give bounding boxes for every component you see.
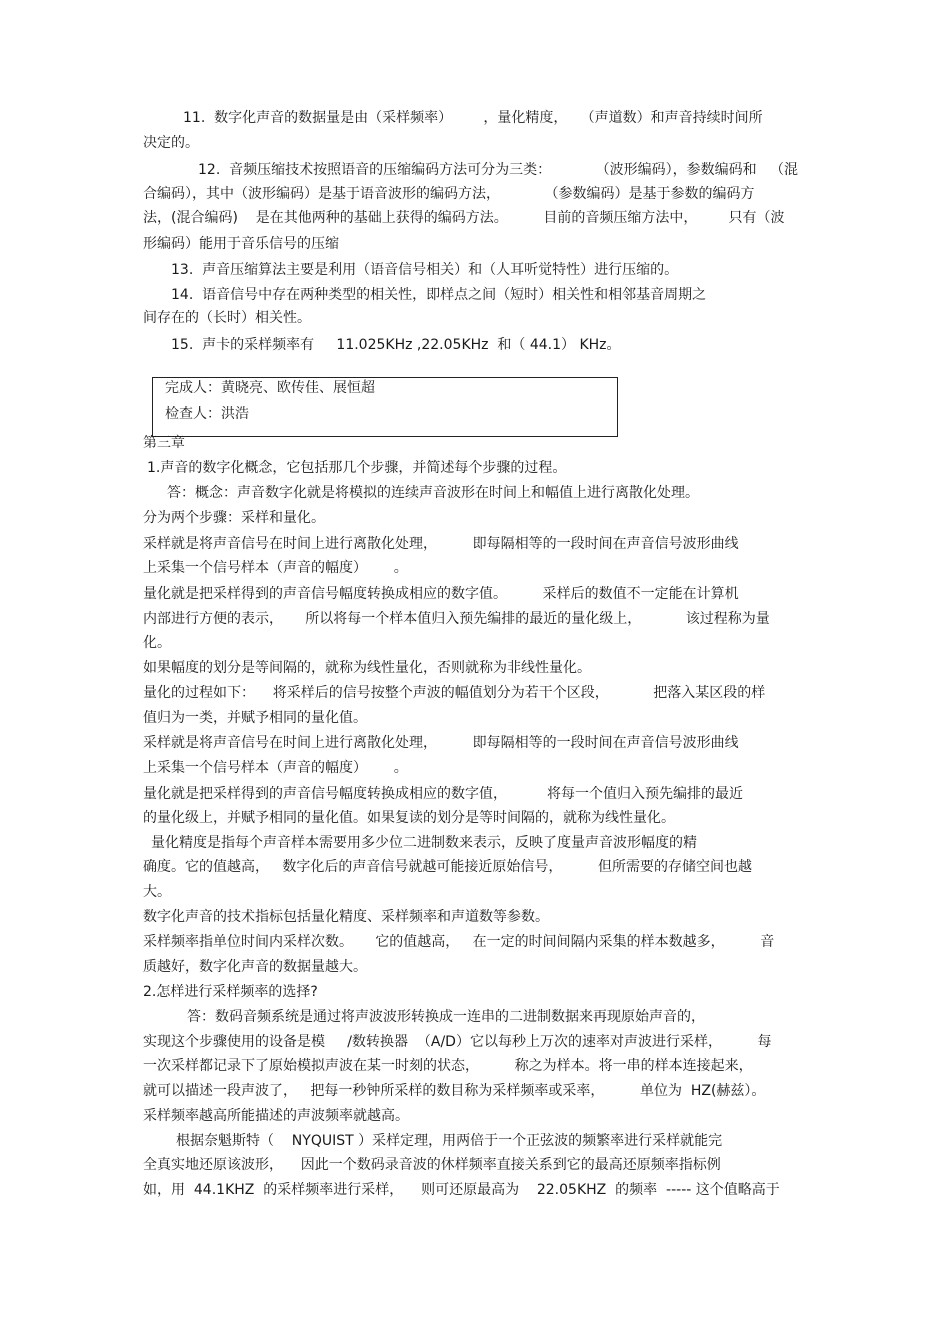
text-line-l19: 量化就是把采样得到的声音信号幅度转换成相应的数字值。 采样后的数值不一定能在计算机 bbox=[143, 586, 739, 602]
text-line-l08: 14. 语音信号中存在两种类型的相关性，即样点之间（短时）相关性和相邻基音周期之 bbox=[171, 287, 707, 303]
text-line-l34: 质越好，数字化声音的数据量越大。 bbox=[143, 959, 367, 975]
text-line-l09: 间存在的（长时）相关性。 bbox=[143, 310, 311, 326]
text-line-l05: 法，(混合编码) 是在其他两种的基础上获得的编码方法。 目前的音频压缩方法中， 只有（波 bbox=[143, 210, 785, 226]
text-line-l27: 量化就是把采样得到的声音信号幅度转换成相应的数字值， 将每一个值归入预先编排的最近 bbox=[143, 786, 744, 802]
text-line-l15: 答：概念：声音数字化就是将模拟的连续声音波形在时间上和幅值上进行离散化处理。 bbox=[167, 485, 699, 501]
text-line-l31: 大。 bbox=[143, 884, 171, 900]
text-line-l40: 采样频率越高所能描述的声波频率就越高。 bbox=[143, 1108, 409, 1124]
text-line-l42: 全真实地还原该波形， 因此一个数码录音波的休样频率直接关系到它的最高还原频率指标例 bbox=[143, 1157, 721, 1173]
text-line-l43: 如，用 44.1KHZ 的采样频率进行采样， 则可还原最高为 22.05KHZ 的频率 ----- 这个值略高于 bbox=[143, 1182, 780, 1198]
text-line-l20: 内部进行方便的表示， 所以将每一个样本值归入预先编排的最近的量化级上， 该过程称为量 bbox=[143, 611, 770, 627]
text-line-l01: 11. 数字化声音的数据量是由（采样频率） ，量化精度， （声道数）和声音持续时间所 bbox=[183, 110, 763, 126]
text-line-l24: 值归为一类，并赋予相同的量化值。 bbox=[143, 710, 367, 726]
text-line-l06: 形编码）能用于音乐信号的压缩 bbox=[143, 236, 339, 252]
text-line-l07: 13. 声音压缩算法主要是利用（语音信号相关）和（人耳听觉特性）进行压缩的。 bbox=[171, 262, 679, 278]
text-line-l26: 上采集一个信号样本（声音的幅度） 。 bbox=[143, 760, 408, 776]
text-line-l39: 就可以描述一段声波了， 把每一秒钟所采样的数目称为采样频率或采率， 单位为 HZ(赫兹）。 bbox=[143, 1083, 766, 1099]
text-line-l32: 数字化声音的技术指标包括量化精度、采样频率和声道数等参数。 bbox=[143, 909, 549, 925]
text-line-l38: 一次采样都记录下了原始模拟声波在某一时刻的状态， 称之为样本。将一串的样本连接起来， bbox=[143, 1058, 753, 1074]
text-line-l29: 量化精度是指每个声音样本需要用多少位二进制数来表示，反映了度量声音波形幅度的精 bbox=[151, 835, 697, 851]
text-line-l23: 量化的过程如下： 将采样后的信号按整个声波的幅值划分为若干个区段， 把落入某区段的样 bbox=[143, 685, 766, 701]
text-line-l04: 合编码），其中（波形编码）是基于语音波形的编码方法， （参数编码）是基于参数的编码方 bbox=[143, 186, 755, 202]
text-line-l28: 的量化级上，并赋予相同的量化值。如果复读的划分是等时间隔的，就称为线性量化。 bbox=[143, 810, 675, 826]
text-line-l21: 化。 bbox=[143, 635, 171, 651]
text-line-l30: 确度。它的值越高， 数字化后的声音信号就越可能接近原始信号， 但所需要的存储空间也越 bbox=[143, 859, 752, 875]
text-line-l16: 分为两个步骤：采样和量化。 bbox=[143, 510, 325, 526]
text-line-l11: 完成人：黄晓亮、欧传佳、展恒超 bbox=[165, 380, 375, 396]
text-line-l10: 15. 声卡的采样频率有 11.025KHz ,22.05KHz 和（ 44.1） KHz。 bbox=[171, 337, 621, 353]
text-line-l14: 1.声音的数字化概念，它包括那几个步骤，并简述每个步骤的过程。 bbox=[147, 460, 567, 476]
text-line-l03: 12. 音频压缩技术按照语音的压缩编码方法可分为三类： （波形编码），参数编码和 （混 bbox=[198, 162, 799, 178]
text-line-l02: 决定的。 bbox=[143, 135, 199, 151]
text-line-l37: 实现这个步骤使用的设备是模 /数转换器 （A/D）它以每秒上万次的速率对声波进行采样， 每 bbox=[143, 1034, 772, 1050]
text-line-l25: 采样就是将声音信号在时间上进行离散化处理， 即每隔相等的一段时间在声音信号波形曲线 bbox=[143, 735, 739, 751]
text-line-l35: 2.怎样进行采样频率的选择? bbox=[143, 984, 318, 1000]
text-line-l13: 第三章 bbox=[143, 435, 185, 451]
text-line-l22: 如果幅度的划分是等间隔的，就称为线性量化，否则就称为非线性量化。 bbox=[143, 660, 591, 676]
text-line-l41: 根据奈魁斯特（ NYQUIST ）采样定理，用两倍于一个正弦波的频繁率进行采样就能完 bbox=[176, 1133, 723, 1149]
text-line-l33: 采样频率指单位时间内采样次数。 它的值越高， 在一定的时间间隔内采集的样本数越多， 音 bbox=[143, 934, 775, 950]
text-line-l36: 答：数码音频系统是通过将声波波形转换成一连串的二进制数据来再现原始声音的， bbox=[187, 1009, 705, 1025]
text-line-l18: 上采集一个信号样本（声音的幅度） 。 bbox=[143, 560, 408, 576]
text-line-l12: 检查人：洪浩 bbox=[165, 406, 249, 422]
text-line-l17: 采样就是将声音信号在时间上进行离散化处理， 即每隔相等的一段时间在声音信号波形曲线 bbox=[143, 536, 739, 552]
